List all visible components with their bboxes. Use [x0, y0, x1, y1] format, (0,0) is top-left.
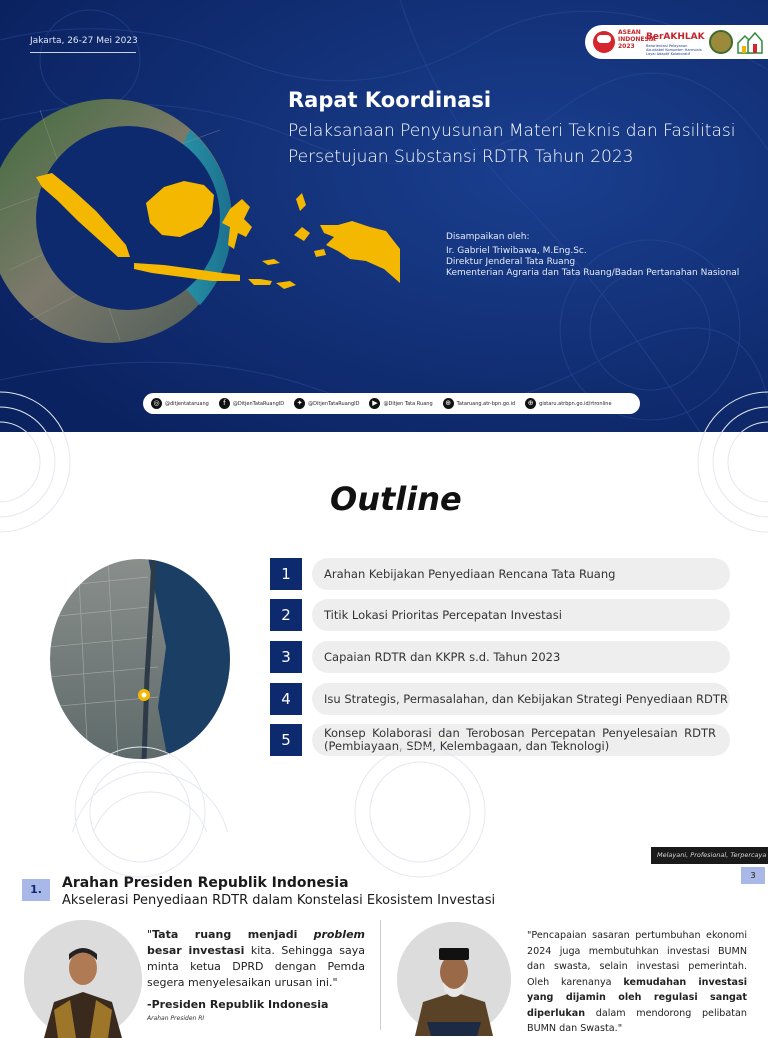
logo-bar	[585, 25, 768, 59]
outline-item-2: Titik Lokasi Prioritas Percepatan Investasi	[312, 599, 730, 631]
social-instagram[interactable]: ◎ @ditjentataruang	[151, 398, 209, 409]
web-icon: ⊕	[443, 398, 454, 409]
section-title: Arahan Presiden Republik Indonesia	[62, 875, 349, 891]
outline-title: Outline	[330, 480, 462, 518]
presenter-label: Disampaikan oleh:	[446, 232, 530, 242]
social-youtube[interactable]: ▶ @Ditjen Tata Ruang	[369, 398, 432, 409]
event-date: Jakarta, 26-27 Mei 2023	[30, 36, 138, 46]
outline-slide	[0, 432, 768, 832]
directive-slide	[0, 832, 768, 1034]
twitter-icon: ✦	[294, 398, 305, 409]
social-website-tataruang[interactable]: ⊕ Tataruang.atr-bpn.go.id	[443, 398, 516, 409]
presenter-block	[446, 232, 739, 279]
outline-number-2: 2	[270, 599, 302, 631]
vice-president-quote: "Pencapaian sasaran pertumbuhan ekonomi 2024 juga membutuhkan investasi BUMN dan swasta, selain investasi pemerintah. Oleh karenanya kemudahan investasi yang dijamin oleh regulasi sangat diperlukan dalam mendorong pelibatan BUMN dan Swasta."	[527, 930, 748, 1034]
indonesia-map	[34, 165, 404, 305]
outline-item-4: Isu Strategis, Permasalahan, dan Kebijakan Strategi Penyediaan RDTR	[312, 683, 730, 715]
instagram-icon: ◎	[151, 398, 162, 409]
outline-item-1: Arahan Kebijakan Penyediaan Rencana Tata Ruang	[312, 558, 730, 590]
slide-subtitle: Pelaksanaan Penyusunan Materi Teknis dan Fasilitasi Persetujuan Substansi RDTR Tahun 2023	[288, 121, 736, 167]
presenter-position: Direktur Jenderal Tata Ruang	[446, 257, 576, 267]
slide-title: Rapat Koordinasi	[288, 88, 492, 112]
outline-number-3: 3	[270, 641, 302, 673]
satellite-circle-image	[48, 557, 232, 761]
outline-item-3: Capaian RDTR dan KKPR s.d. Tahun 2023	[312, 641, 730, 673]
web-icon: ⊕	[525, 398, 536, 409]
outline-number-4: 4	[270, 683, 302, 715]
president-quote-source: -Presiden Republik Indonesia	[147, 998, 329, 1011]
outline-number-5: 5	[270, 724, 302, 756]
berakhlak-tagline: Berorientasi Pelayanan Akuntabel Kompeten Harmonis Loyal Adaptif Kolaboratif	[646, 44, 702, 56]
title-slide	[0, 0, 768, 432]
social-facebook[interactable]: f @DitjenTataRuangID	[219, 398, 284, 409]
section-number: 1.	[22, 879, 50, 901]
president-photo	[24, 920, 142, 1038]
president-photo-caption: Arahan Presiden RI	[147, 1015, 205, 1022]
section-subtitle: Akselerasi Penyediaan RDTR dalam Konstelasi Ekosistem Investasi	[62, 893, 496, 908]
youtube-icon: ▶	[369, 398, 380, 409]
outline-number-1: 1	[270, 558, 302, 590]
vice-president-photo	[397, 922, 511, 1036]
quote-divider	[380, 920, 381, 1030]
tagline-badge: Melayani, Profesional, Terpercaya	[651, 847, 768, 864]
presenter-name: Ir. Gabriel Triwibawa, M.Eng.Sc.	[446, 246, 587, 256]
asean-logo-text: ASEAN INDONESIA 2023	[618, 29, 656, 50]
page-number: 3	[741, 867, 765, 884]
berakhlak-logo: BerAKHLAK	[646, 32, 705, 42]
social-website-gistaru[interactable]: ⊕ gistaru.atrbpn.go.id/rtronline	[525, 398, 611, 409]
presenter-institution: Kementerian Agraria dan Tata Ruang/Badan Pertanahan Nasional	[446, 268, 740, 278]
outline-item-5: Konsep Kolaborasi dan Terobosan Percepatan Penyelesaian RDTR (Pembiayaan, SDM, Kelembagaan, dan Teknologi)	[312, 724, 730, 756]
asean-logo-mark	[597, 35, 611, 43]
president-quote: "Tata ruang menjadi problem besar investasi kita. Sehingga saya minta ketua DPRD dengan Pemda segera menyelesaikan urusan ini."	[147, 928, 366, 989]
social-media-bar	[143, 393, 640, 414]
date-underline	[30, 52, 136, 53]
atr-bpn-emblem-icon	[709, 30, 733, 54]
facebook-icon: f	[219, 398, 230, 409]
tata-ruang-houses-icon	[736, 29, 764, 55]
social-twitter[interactable]: ✦ @DitjenTataRuangID	[294, 398, 359, 409]
